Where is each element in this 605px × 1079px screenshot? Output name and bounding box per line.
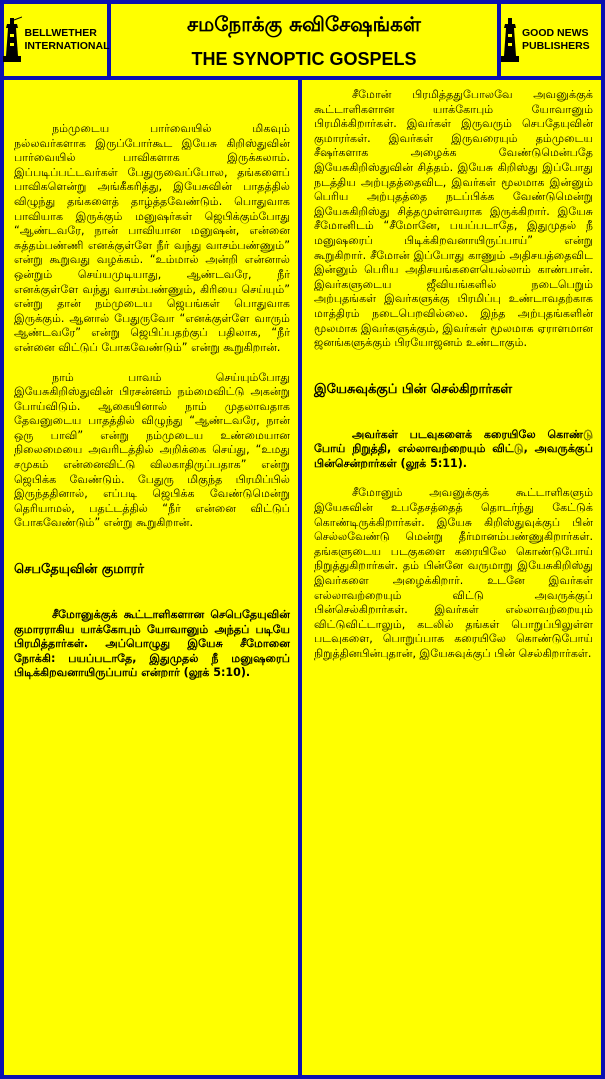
title-banner <box>111 4 497 76</box>
left-paragraph-1: நம்முடைய பார்வையில் மிகவும் நல்லவர்களாக இருப்போர்கூட இயேசு கிறிஸ்துவின் பார்வையில் பாவிகளாக இருக்கலாம். இப்படிப்பட்டவர்கள் பேதுருவைப்போல, தங்களைப் பாவிகளென்று அங்கீகரித்து, இயேசுவின் பாதத்தில் விழுந்து தங்களைத் தாழ்த்தவேண்டும். பொதுவாக பாவியாக இருக்கும் மனுஷர்கள் ஜெபிக்கும்போது “ஆண்டவரே, நான் பாவியான மனுஷன், என்னை சுத்தம்பண்ணி எனக்குள்ளே நீர் வந்து வாசம்பண்ணும்” என்று கூறுவது வழக்கம். “உம்மால் அன்றி என்னால் ஒன்றும் செய்யமுடியாது, ஆண்டவரே, நீர் எனக்குள்ளே வந்து வாசம்பண்ணும், கிரியை செய்யும்” என்று தான் நம்முடைய ஜெபங்கள் பொதுவாக இருக்கும். ஆனால் பேதுருவோ “எனக்குள்ளே வாரும் ஆண்டவரே” என்று ஜெபிப்பதற்குப் பதிலாக, “நீர் என்னை விட்டுப் போகவேண்டும்” என்று கூறுகிறான். <box>14 122 290 354</box>
right-paragraph-3: சீமோனும் அவனுக்குக் கூட்டாளிகளும் இயேசுவின் உபதேசத்தைத் தொடர்ந்து கேட்டுக் கொண்டிருக்கிறார்கள். இயேசு கிறிஸ்துவுக்குப் பின் செல்லவேண்டு மென்று தீர்மானம்பண்ணுகிறார்கள். தங்களுடைய படகுகளை கரையிலே கொண்டுபோய் நிறுத்துகிறார்கள். தம் பின்னே வருமாறு இயேசுகிறிஸ்து இவர்களை அழைக்கிறார். உடனே இவர்கள் எல்லாவற்றையும் விட்டு அவருக்குப் பின்செல்கிறார்கள். இவர்கள் எல்லாவற்றையும் விட்டுவிட்டாலும், கடலில் தங்கள் பொறுப்பிலுள்ள படவுகளை, பொறுப்பாக கரையிலே கொண்டுபோய் நிறுத்தினபின்புதான், இயேசுவுக்குப் பின் செல்கிறார்கள். <box>314 486 593 660</box>
lighthouse-icon <box>2 16 22 64</box>
left-paragraph-2: நாம் பாவம் செய்யும்போது இயேசுகிறிஸ்துவின் பிரசன்னம் நம்மைவிட்டு அகன்று போய்விடும். ஆகையினால் நாம் முதலாவதாக தேவனுடைய பாதத்தில் விழுந்து “ஆண்டவரே, நான் ஒரு பாவி” என்று நம்முடைய உண்மையான நிலைமையை அவரிடத்தில் அறிக்கை செய்து, “உமது சமுகம் என்னைவிட்டு விலகாதிருப்பதாக” என்று ஜெபிக்க வேண்டும். பேதுரு மிகுந்த பிரமிப்பில் இருந்ததினால், எப்படி ஜெபிக்க வேண்டுமென்று தெரியாமல், பதட்டத்தில் “நீர் என்னை விட்டுப் போகவேண்டும்” என்று கூறுகிறான். <box>14 370 290 530</box>
right-paragraph-1: சீமோன் பிரமித்ததுபோலவே அவனுக்குக் கூட்டாளிகளான யாக்கோபும் யோவானும் பிரமிக்கிறார்கள். இவர்கள் இருவரும் செபதேயுவின் குமாரர்கள். இவர்கள் இருவரையும் தம்முடைய சீஷர்களாக அழைக்க வேண்டுமென்பதே இயேசுகிறிஸ்துவின் சித்தம். இயேசு கிறிஸ்து இப்போது நடத்திய அற்புதத்தைவிட, இவர்கள் மூலமாக இன்னும் பெரிய அற்புதத்தை நடப்பிக்க வேண்டுமென்று இயேசுகிறிஸ்து சித்தமுள்ளவராக இருக்கிறார். இயேசு சீமோனிடம் “சீமோனே, பயப்படாதே, இதுமுதல் நீ மனுஷரைப் பிடிக்கிறவனாயிருப்பாய்” என்று கூறுகிறார். சீமோன் இப்போது காணும் அதிசயத்தைவிட இன்னும் பெரிய அதிசயங்களையெல்லாம் காண்பான். இவர்களுடைய ஜீவியங்களில் நடைபெறும் அற்புதங்கள் இவர்களுக்கு பிரமிப்பு உண்டாவதற்காக மாத்திரம் நடைபெறவில்லை. இந்த அற்புதங்களின் மூலமாக இவர்களுக்கும், இவர்கள் மூலமாக ஏராளமான ஜனங்களுக்கும் பிரயோஜனம் உண்டாகும். <box>314 88 593 350</box>
scripture-quote-luke-5-10: சீமோனுக்குக் கூட்டாளிகளான செபெதேயுவின் குமாரராகிய யாக்கோபும் யோவானும் அந்தப் படியே பிரமித்தார்கள். அப்பொழுது இயேசு சீமோனை நோக்கி: பயப்படாதே, இதுமுதல் நீ மனுஷரைப் பிடிக்கிறவனாயிருப்பாய் என்றார் (லூக் 5:10). <box>14 608 290 680</box>
page-title-tamil: சமநோக்கு சுவிசேஷங்கள் <box>187 12 421 36</box>
section-heading-follow-jesus: இயேசுவுக்குப் பின் செல்கிறார்கள் <box>314 381 513 397</box>
right-column <box>302 80 601 1075</box>
lighthouse-icon <box>501 16 519 64</box>
section-heading-zebedee: செபதேயுவின் குமாரர் <box>14 562 144 578</box>
page-title-english: THE SYNOPTIC GOSPELS <box>191 49 417 69</box>
scripture-quote-luke-5-11: அவர்கள் படவுகளைக் கரையிலே கொண்டு போய் நிறுத்தி, எல்லாவற்றையும் விட்டு, அவருக்குப் பின்சென்றார்கள் (லூக் 5:11). <box>314 427 593 470</box>
left-logo-text: BELLWETHER INTERNATIONAL <box>24 27 110 52</box>
bellwether-logo <box>4 4 110 76</box>
good-news-logo <box>501 4 601 76</box>
right-logo-text: GOOD NEWS PUBLISHERS <box>522 27 590 52</box>
left-column <box>4 80 298 1075</box>
